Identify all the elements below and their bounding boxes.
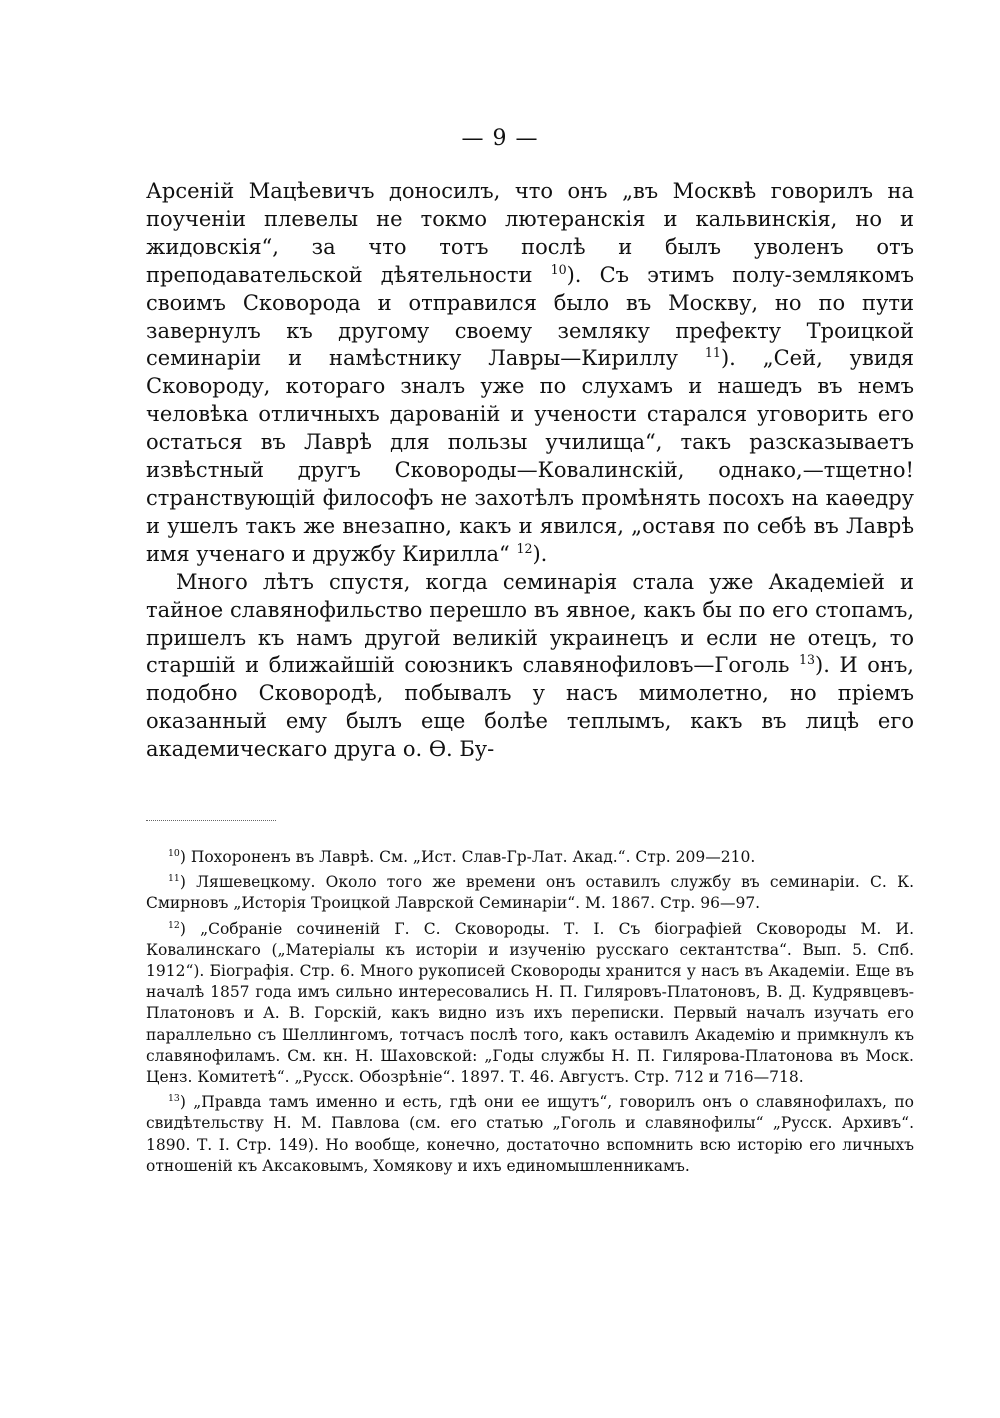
footnote-number: 12 — [168, 919, 180, 931]
text-run: ). — [532, 541, 548, 566]
footnote — [146, 919, 914, 1089]
text-run: Много лѣтъ спустя, когда семинарiя стала уже Академiей и тайное славянофильство перешло въ явное, какъ бы по его стопамъ, пришелъ къ намъ другой великiй украинецъ и если не отецъ, то старшiй и ближайшiй союзникъ славянофиловъ—Гоголь — [146, 569, 914, 678]
text-run: ). „Сей, увидя Сковороду, котораго зналъ уже по слухамъ и нашедъ въ немъ человѣка отличныхъ дарованiй и учености старался уговорить его остаться въ Лаврѣ для пользы училища“, такъ разсказываетъ извѣстный другъ Сковороды—Ковалинскiй, однако,—тщетно! странствующiй философъ не захотѣлъ промѣнять посохъ на каѳедру и ушелъ такъ же внезапно, какъ и явился, „оставя по себѣ въ Лаврѣ имя ученаго и дружбу Кирилла“ — [146, 346, 914, 566]
text-run: ). И онъ, подобно Сковородѣ, побывалъ у насъ мимолетно, но прiемъ оказанный ему былъ еще болѣе теплымъ, какъ въ лицѣ его академическаго друга о. Ѳ. Бу- — [146, 653, 914, 762]
footnote-number: 11 — [168, 873, 180, 885]
footnote — [146, 1092, 914, 1177]
footnotes — [146, 847, 914, 1181]
footnote-text: ) „Правда тамъ именно и есть, гдѣ они ее ищутъ“, говорилъ онъ о славянофилахъ, по свидѣтельству Н. М. Павлова (см. его статью „Гоголь и славянофилы“ „Русск. Архивъ“. 1890. Т. I. Стр. 149). Но вообще, конечно, достаточно вспомнить всю исторiю его личныхъ отношенiй къ Аксаковымъ, Хомякову и ихъ единомышленникамъ. — [146, 1093, 914, 1175]
page-number: — 9 — — [461, 126, 539, 151]
paragraph — [146, 569, 914, 764]
main-text — [146, 178, 914, 764]
footnote-ref: 12 — [516, 540, 533, 556]
footnote-ref: 10 — [550, 261, 567, 277]
footnote-text: ) „Собранiе сочиненiй Г. С. Сковороды. Т. I. Съ бiографiей Сковороды М. И. Ковалинскаго („Матерiалы къ исторiи и изученiю русскаго сектантства“. Вып. 5. Спб. 1912“). Бiографiя. Стр. 6. Много рукописей Сковороды хранится у насъ въ Академiи. Еще въ началѣ 1857 года имъ сильно интересовались Н. П. Гиляровъ-Платоновъ, В. Д. Кудрявцевъ-Платоновъ и А. В. Горскiй, какъ видно изъ ихъ переписки. Первый началъ изучать его параллельно съ Шеллингомъ, тотчасъ послѣ того, какъ оставилъ Академiю и примкнулъ къ славянофиламъ. См. кн. Н. Шаховской: „Годы службы Н. П. Гилярова-Платонова въ Моск. Ценз. Комитетѣ“. „Русск. Обозрѣнiе“. 1897. Т. 46. Августъ. Стр. 712 и 716—718. — [146, 919, 914, 1087]
footnote-number: 10 — [168, 847, 180, 859]
footnote-separator — [146, 820, 276, 821]
footnote — [146, 847, 914, 868]
footnote-ref: 13 — [798, 652, 815, 668]
paragraph — [146, 178, 914, 569]
footnote-text: ) Похороненъ въ Лаврѣ. См. „Ист. Слав-Гр-Лат. Акад.“. Стр. 209—210. — [179, 848, 756, 866]
footnote-number: 13 — [168, 1093, 180, 1105]
footnote-ref: 11 — [704, 345, 721, 361]
text-run: ). Съ этимъ полу-землякомъ своимъ Сковорода и отправился было въ Москву, но по пути завернулъ къ другому своему земляку префекту Троицкой семинарiи и намѣстнику Лавры—Кириллу — [146, 262, 915, 371]
text-run: Арсенiй Мацѣевичъ доносилъ, что онъ „въ Москвѣ говорилъ на поученiи плевелы не токмо лютеранскiя и кальвинскiя, но и жидовскiя“, за что тотъ послѣ и былъ уволенъ отъ преподавательской дѣятельности — [146, 179, 914, 287]
footnote — [146, 872, 914, 914]
footnote-text: ) Ляшевецкому. Около того же времени онъ оставилъ службу въ семинарiи. С. К. Смирновъ „Исторiя Троицкой Лаврской Семинарiи“. М. 1867. Стр. 96—97. — [146, 873, 914, 913]
